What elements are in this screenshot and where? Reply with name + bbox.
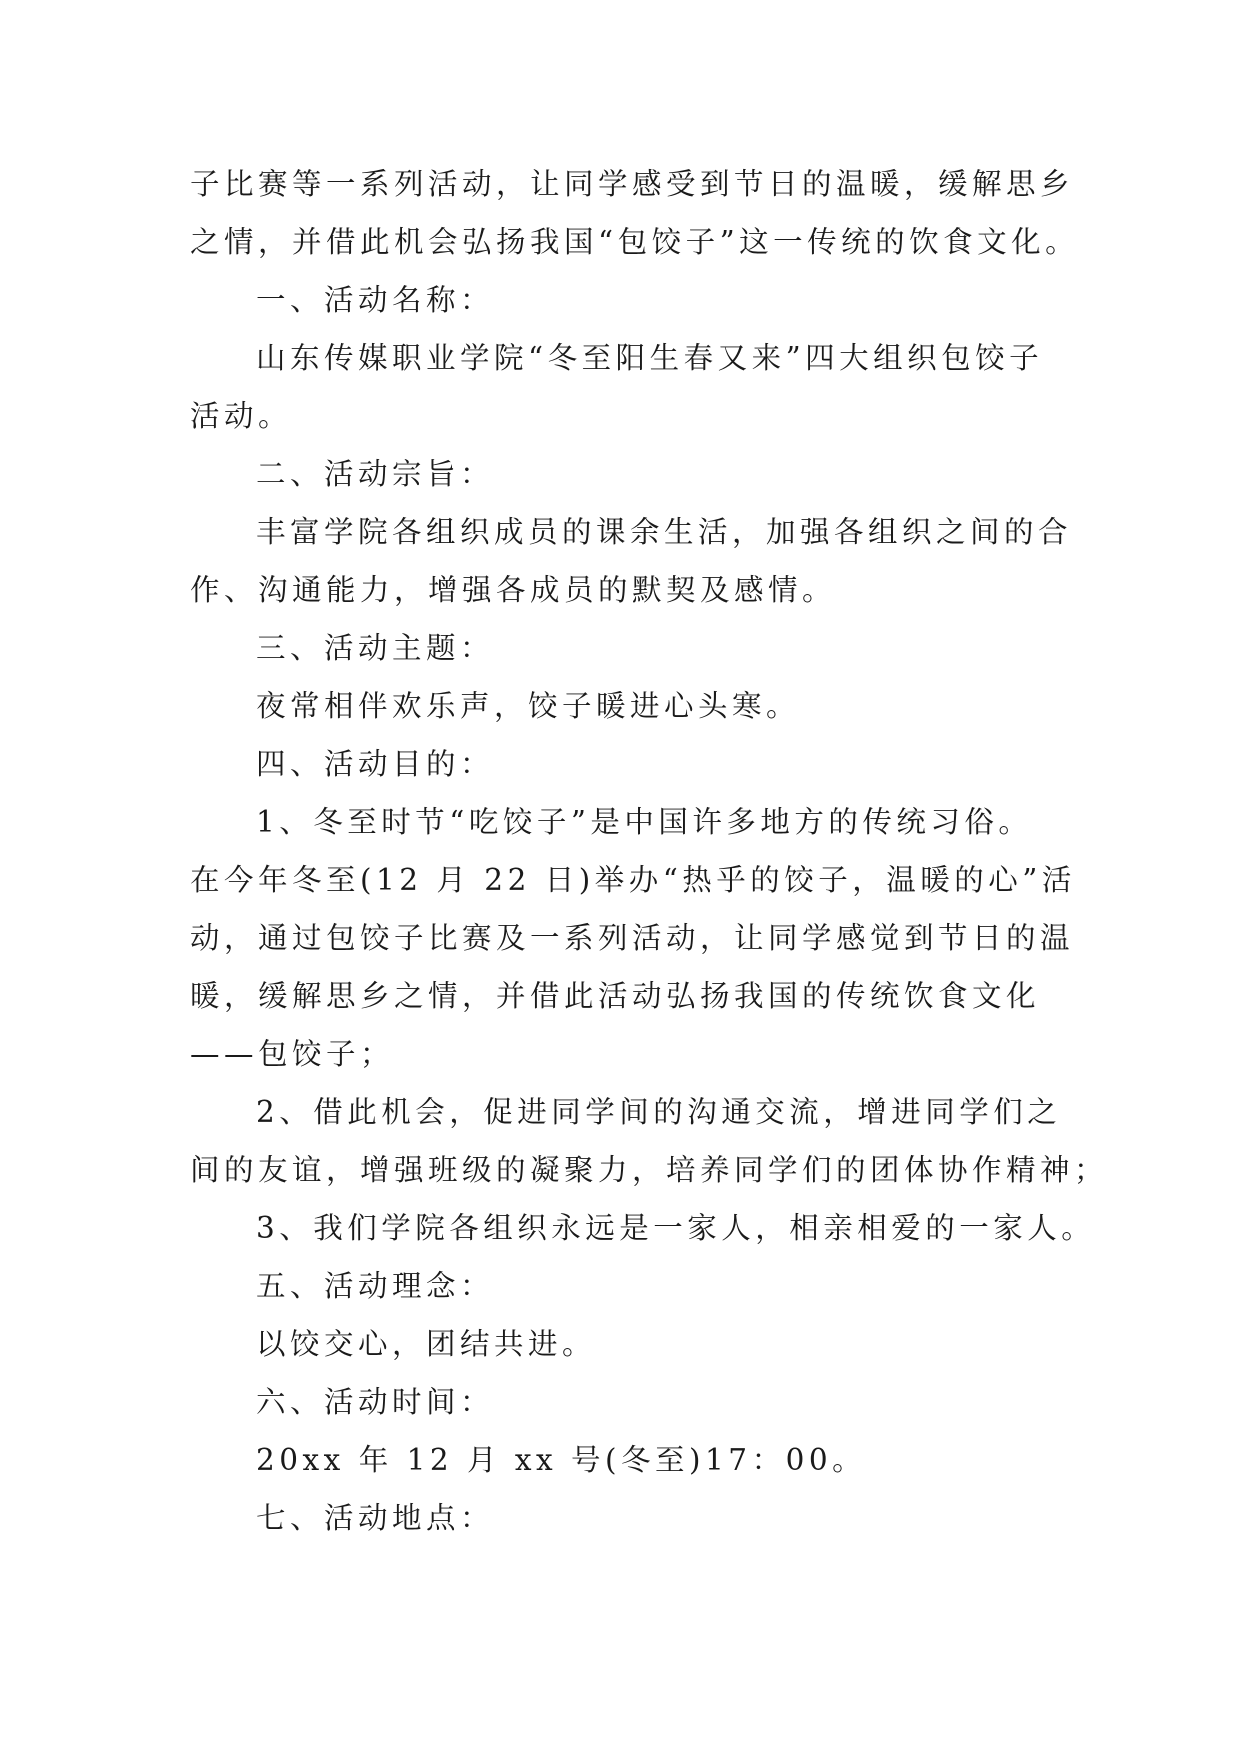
section-heading: 七、活动地点： bbox=[256, 1501, 495, 1535]
text-line: 间的友谊，增强班级的凝聚力，培养同学们的团体协作精神； bbox=[190, 1153, 1109, 1187]
section-heading: 三、活动主题： bbox=[256, 631, 495, 665]
text-line: 在今年冬至(12 月 22 日)举办“热乎的饺子，温暖的心”活 bbox=[190, 863, 1076, 897]
text-line: 1、冬至时节“吃饺子”是中国许多地方的传统习俗。 bbox=[256, 805, 1033, 839]
text-line: 2、借此机会，促进同学间的沟通交流，增进同学们之 bbox=[256, 1095, 1062, 1129]
section-heading: 四、活动目的： bbox=[256, 747, 495, 781]
text-line: 丰富学院各组织成员的课余生活，加强各组织之间的合 bbox=[256, 515, 1073, 549]
text-line: 以饺交心，团结共进。 bbox=[256, 1327, 597, 1361]
text-line: 3、我们学院各组织永远是一家人，相亲相爱的一家人。 bbox=[256, 1211, 1096, 1245]
document-page bbox=[190, 155, 1109, 1547]
text-line: 之情，并借此机会弘扬我国“包饺子”这一传统的饮食文化。 bbox=[190, 225, 1080, 259]
section-heading: 五、活动理念： bbox=[256, 1269, 495, 1303]
text-line: 作、沟通能力，增强各成员的默契及感情。 bbox=[190, 573, 837, 607]
text-line: 暖，缓解思乡之情，并借此活动弘扬我国的传统饮食文化 bbox=[190, 979, 1041, 1013]
text-line: ——包饺子； bbox=[190, 1037, 395, 1071]
text-line: 子比赛等一系列活动，让同学感受到节日的温暖，缓解思乡 bbox=[190, 167, 1075, 201]
text-line: 山东传媒职业学院“冬至阳生春又来”四大组织包饺子 bbox=[256, 341, 1044, 375]
text-line: 夜常相伴欢乐声，饺子暖进心头寒。 bbox=[256, 689, 801, 723]
text-line: 动，通过包饺子比赛及一系列活动，让同学感觉到节日的温 bbox=[190, 921, 1075, 955]
section-heading: 二、活动宗旨： bbox=[256, 457, 495, 491]
text-line: 活动。 bbox=[190, 399, 293, 433]
section-heading: 一、活动名称： bbox=[256, 283, 495, 317]
text-line: 20xx 年 12 月 xx 号(冬至)17：00。 bbox=[256, 1443, 867, 1477]
section-heading: 六、活动时间： bbox=[256, 1385, 495, 1419]
